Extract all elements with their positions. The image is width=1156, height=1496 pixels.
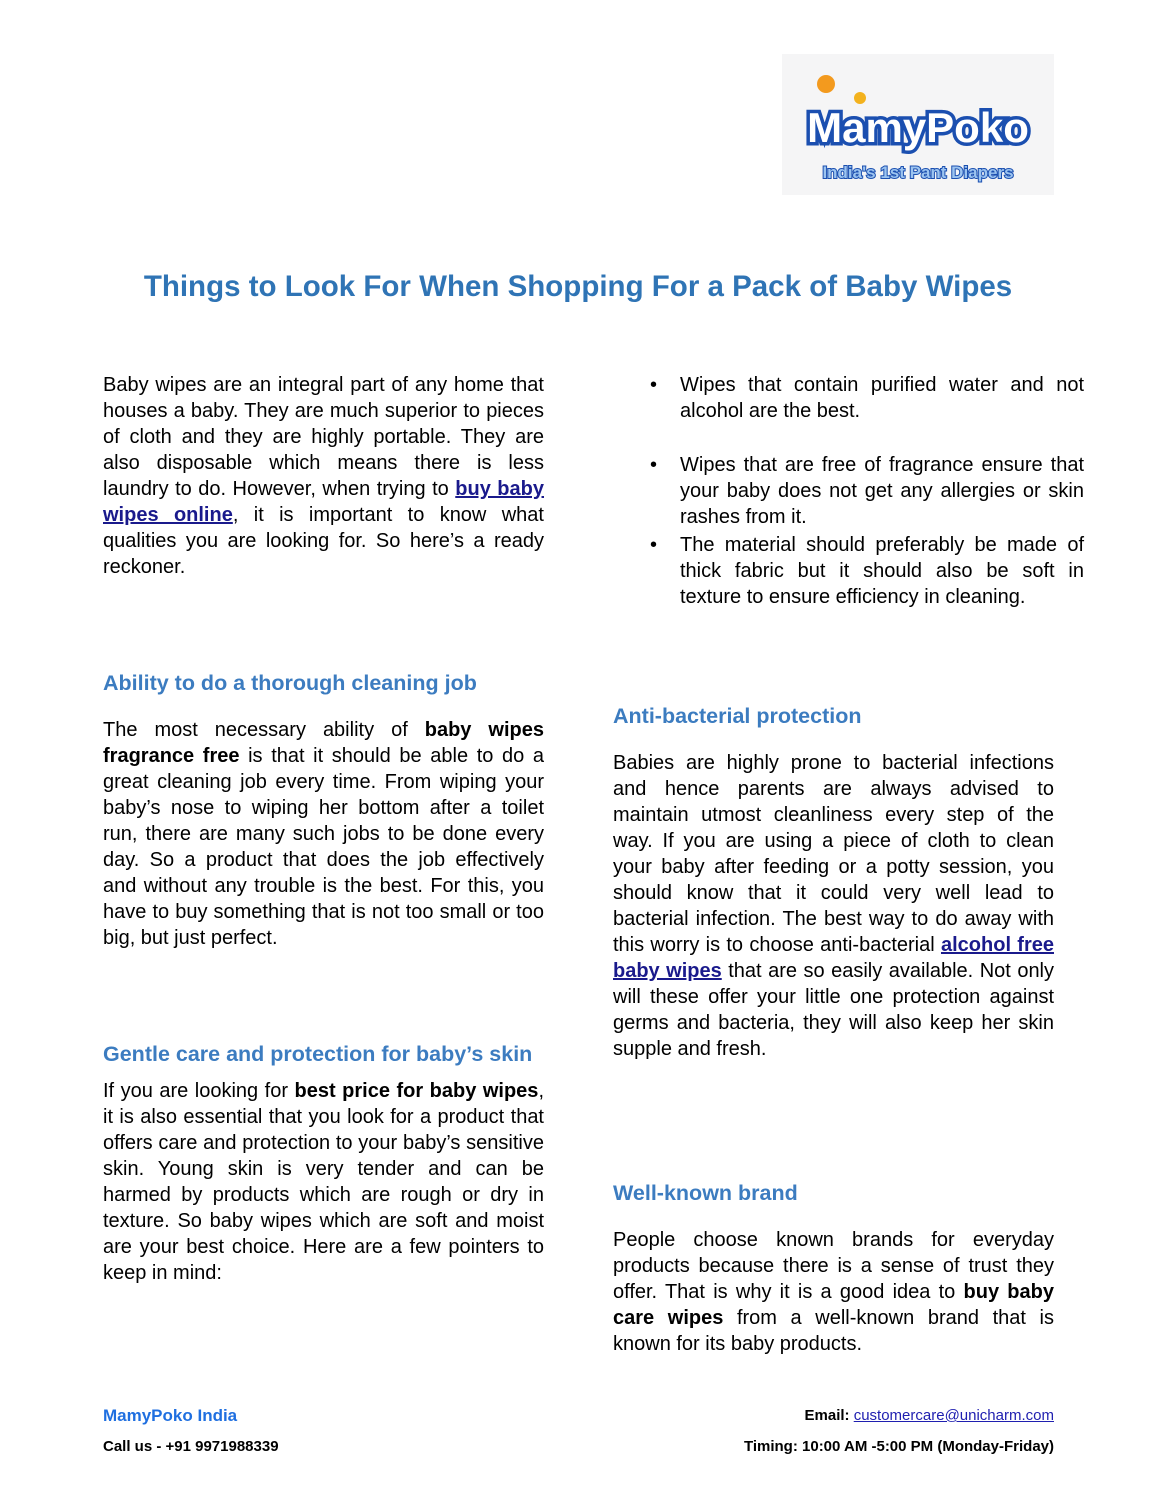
bullet-item	[650, 452, 1084, 530]
bold-text: baby wipes fragrance free	[103, 719, 544, 767]
email-link[interactable]: customercare@unicharm.com	[853, 1407, 1054, 1424]
text: is that it should be able to do a great cleaning job every time. From wiping your baby’s nose to wiping her bottom after a toilet run, there are many such jobs to be done every day. So a product that does the job effectively and without any trouble is the best. For this, you have to buy something that is not too small or too big, but just perfect.	[103, 745, 545, 949]
bullet-item	[650, 532, 1084, 610]
section-heading: Ability to do a thorough cleaning job	[103, 671, 477, 695]
text: Baby wipes are an integral part of any home that houses a baby. They are much superior to pieces of cloth and they are highly portable. They are also disposable which means there is less laundry to do. However, when trying to	[103, 374, 544, 500]
page-title: Things to Look For When Shopping For a Pack of Baby Wipes	[143, 270, 1013, 303]
section-brand	[613, 1179, 1054, 1357]
alcohol-free-baby-wipes-link[interactable]: alcohol free baby wipes	[613, 934, 1054, 982]
text: People choose known brands for everyday products because there is a sense of trust they offer. That is why it is a good idea to	[613, 1229, 1054, 1303]
section-heading: Gentle care and protection for baby’s skin	[103, 1042, 533, 1066]
svg-text:MamyPoko: MamyPoko	[807, 104, 1029, 151]
text: Babies are highly prone to bacterial infections and hence parents are always advised to maintain utmost cleanliness every step of the way. If you are using a piece of cloth to clean your baby after feeding or a potty session, you should know that it could very well lead to bacterial infection. The best way to do away with this worry is to choose anti-bacterial	[613, 752, 1054, 956]
bullet-text: Wipes that are free of fragrance ensure that your baby does not get any allergies or skin rashes from it.	[680, 454, 1084, 528]
section-paragraph	[613, 750, 1054, 1062]
bullet-icon: •	[650, 454, 658, 476]
bullet-text: Wipes that contain purified water and not alcohol are the best.	[680, 374, 1084, 422]
bullet-icon: •	[650, 534, 658, 556]
bullet-icon: •	[650, 374, 658, 396]
footer-email	[805, 1407, 1054, 1424]
footer-company: MamyPoko India	[103, 1406, 238, 1425]
email-label: Email:	[804, 1407, 854, 1424]
bold-text: buy baby care wipes	[613, 1281, 1054, 1329]
intro-section	[103, 372, 544, 580]
mamypoko-logo	[782, 54, 1054, 195]
section-paragraph	[103, 1078, 544, 1286]
footer-phone: Call us - +91 9971988339	[103, 1438, 279, 1455]
text: , it is important to know what qualities you are looking for. So here’s a ready reckoner.	[103, 504, 544, 578]
text: The most necessary ability of	[103, 719, 425, 741]
footer-timing: Timing: 10:00 AM -5:00 PM (Monday-Friday)	[743, 1438, 1054, 1455]
text: that are so easily available. Not only will these offer your little one protection against germs and bacteria, they will also keep her skin supple and fresh.	[613, 960, 1055, 1060]
section-paragraph	[613, 1227, 1054, 1357]
bold-text: best price for baby wipes	[294, 1080, 539, 1102]
section-paragraph	[103, 717, 544, 951]
intro-paragraph	[103, 372, 544, 580]
section-heading: Well-known brand	[613, 1181, 798, 1205]
section-gentle-care	[103, 1040, 544, 1286]
buy-baby-wipes-online-link[interactable]: buy baby wipes online	[103, 478, 544, 526]
text: , it is also essential that you look for a product that offers care and protection to your baby’s sensitive skin. Young skin is very tender and can be harmed by products which are rough or dry in texture. So baby wipes which are soft and moist are your best choice. Here are a few pointers to keep in mind:	[103, 1080, 544, 1284]
section-antibacterial	[613, 702, 1054, 1062]
bullet-item	[650, 372, 1084, 424]
text: from a well-known brand that is known for its baby products.	[613, 1307, 1054, 1355]
svg-text:India's 1st Pant Diapers: India's 1st Pant Diapers	[822, 163, 1014, 182]
text: If you are looking for	[103, 1080, 295, 1102]
section-cleaning	[103, 669, 544, 951]
section-heading: Anti-bacterial protection	[613, 704, 862, 728]
bullet-text: The material should preferably be made of thick fabric but it should also be soft in texture to ensure efficiency in cleaning.	[680, 534, 1084, 608]
